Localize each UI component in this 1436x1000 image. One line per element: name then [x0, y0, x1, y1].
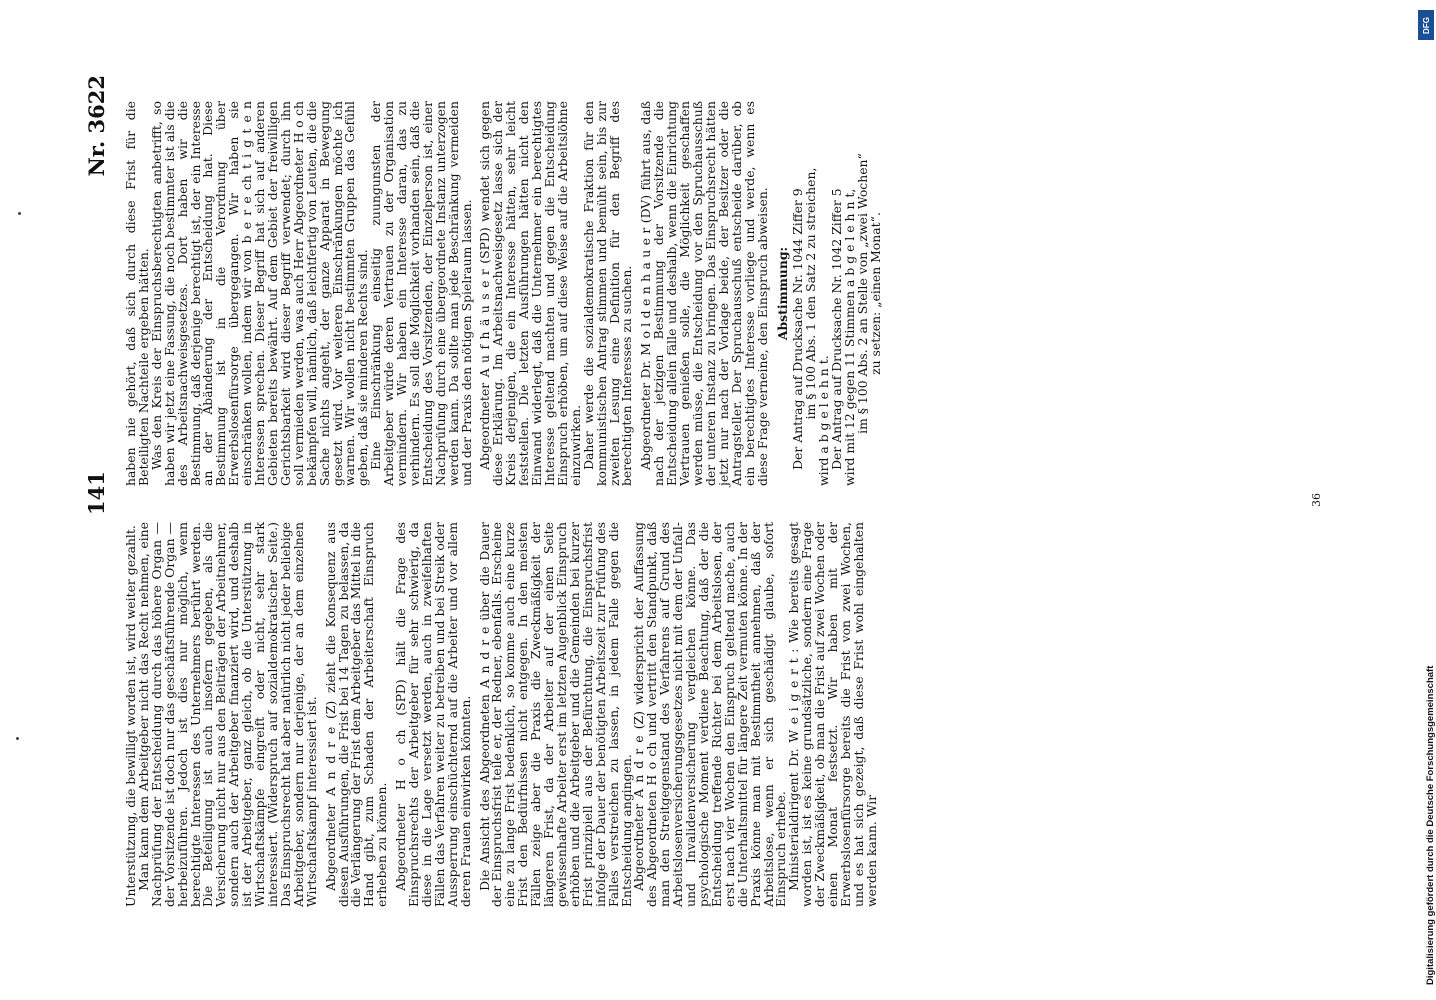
page-header [84, 75, 124, 905]
digitization-credit-strip [1416, 10, 1434, 990]
document-number: Nr. 3622 [84, 75, 109, 177]
vote-motion-2: Der Antrag auf Drucksache Nr. 1042 Ziffer 5 [829, 188, 845, 470]
paragraph: Ministerialdirigent Dr. W e i g e r t : Wie bereits gesagt worden ist, ist es keine grundsätzliche, sondern eine Frage der Zweckmäßigkeit, ob man die Frist auf zwei Wochen oder einen Monat festsetzt. Wir haben mit der Erwerbslosenfürsorge bereits die Frist von zwei Wochen, und es hat sich gezeigt, daß diese Frist wohl eingehalten werden kann. Wir [786, 522, 879, 907]
paragraph: Daher werde die sozialdemokratische Fraktion für den kommunistischen Antrag stimmen und bemüht sein, bis zur zweiten Lesung eine Definition für den Begriff des berechtigten Interesses zu suchen. [580, 101, 635, 486]
paragraph: Abgeordneter A u f h ä u s e r (SPD) wendet sich gegen diese Erklärung. Im Arbeitsnachweisgesetz lasse sich der Kreis derjenigen, die ein Interesse hätten, sehr leicht feststellen. Die letzten Ausführungen hätten nicht den Einwand widerlegt, daß die Unternehmer ein berechtigtes Interesse geltend machten und gegen die Entscheidung Einspruch erhöben, um auf diese Weise auf die Arbeitslöhne einzuwirken. [477, 101, 583, 486]
left-text-column [125, 522, 1315, 907]
paragraph: Die Ansicht des Abgeordneten A n d r e über die Dauer der Einspruchsfrist teile er, der Redner, ebenfalls. Erscheine eine zu lange Frist bedenklich, so komme auch eine kurze Frist den Bedürfnissen nicht entgegen. In den meisten Fällen zeige aber die Praxis die Zweckmäßigkeit der längeren Frist, da der Arbeiter auf der einen Seite gewissenhafte Arbeiter erst im letzten Augenblick Einspruch erhöben und die Arbeitgeber und die Gemeinden bei kurzer Frist prinzipiell aus der Befürchtung, die Einspruchsfrist infolge der Dauer der benötigten Arbeitszeit zur Prüfung des Falles verstreichen zu lassen, in jedem Falle gegen die Entscheidung angingen. [476, 522, 634, 907]
vote-heading: Abstimmung: [775, 246, 791, 341]
paragraph: Unterstützung, die bewilligt worden ist, wird weiter gezahlt. [123, 525, 138, 907]
speck-mark [18, 212, 21, 215]
paragraph: Was den Kreis der Einspruchsberechtigten anbetrifft, so haben wir jetzt eine Fassung, die noch bestimmter ist als die des Arbeitsnachweisgesetzes. Dort haben wir die Bestimmung, daß derjenige berechtigt ist, der ein Interesse an der Abänderung der Entscheidung hat. Diese Bestimmung ist in die Verordnung über Erwerbslosenfürsorge übergegangen. Wir haben sie einschränken wollen, indem wir von b e r e ch t i g t e n Interessen sprechen. Dieser Begriff hat sich auf anderen Gebieten bereits bewährt. Auf dem Gebiet der freiwilligen Gerichtsbarkeit wird dieser Begriff verwendet; durch ihn soll vermieden werden, was auch Herr Abgeordneter H o ch bekämpfen will, nämlich, daß leichtfertig von Leuten, die die Sache nichts angeht, der ganze Apparat in Bewegung gesetzt wird. Vor weiteren Einschränkungen möchte ich warnen. Wir wollen nicht bestimmten Gruppen das Gefühl geben, daß sie minderen Rechts sind. [148, 101, 371, 486]
vote-motion-2-text: im § 100 Abs. 2 an Stelle von „zwei Wochen“ [854, 153, 870, 434]
vote-result-1: wird a b g e l e h n t. [816, 355, 832, 486]
page-number: 141 [84, 471, 109, 515]
vote-result-2: wird mit 12 gegen 11 Stimmen a b g e l e h n t, [841, 188, 857, 486]
digitization-credit: Digitalisierung gefördert durch die Deutsche Forschungsgemeinschaft [1425, 665, 1436, 985]
paragraph: Abgeordneter Dr. M o l d e n h a u e r (DV) führt aus, daß nach der jetzigen Bestimmung der Vorsitzende die Entscheidung allein fälle und deshalb, wenn die Einrichtung Vertrauen genießen solle, die Möglichkeit geschaffen werden müsse, die Entscheidung vor den Spruchausschuß der unteren Instanz zu bringen. Das Einspruchsrecht hätten jetzt nur nach der Vorlage beide, der Besitzer oder die Antragsteller. Der Spruchausschuß entscheide darüber, ob ein berechtigtes Interesse vorliege und werde, wenn es diese Frage verneine, den Einspruch abweisen. [638, 101, 770, 486]
vote-motion-1: Der Antrag auf Drucksache Nr. 1044 Ziffer 9 [790, 188, 806, 470]
paragraph: Eine Einschränkung einseitig zuungunsten der Arbeitgeber würde deren Vertrauen zu der Organisation vermindern. Wir haben ein Interesse daran, das zu verhindern. Es soll die Möglichkeit vorhanden sein, daß die Entscheidung des Vorsitzenden, der Einzelperson ist, einer Nachprüfung durch eine übergeordnete Instanz unterzogen werden kann. Da sollte man jede Beschränkung vermeiden und der Praxis den nötigen Spielraum lassen. [368, 101, 474, 486]
sheet-number: 36 [1310, 493, 1323, 507]
paragraph: Abgeordneter H o ch (SPD) hält die Frage des Einspruchsrechts der Arbeitgeber für sehr schwierig, da diese in die Lage versetzt werden, auch in zweifelhaften Fällen das Verfahren weiter zu betreiben und bei Streik oder Aussperrung einschüchternd auf die Arbeiter und vor allem deren Frauen einwirken könnten. [393, 522, 473, 907]
paragraph: haben nie gehört, daß sich durch diese Frist für die Beteiligten Nachteile ergeben hätten. [123, 101, 151, 486]
dfg-logo [1418, 10, 1434, 40]
right-text-column [125, 101, 1315, 486]
paragraph: Abgeordneter A n d r e (Z) widerspricht der Auffassung des Abgeordneten H o ch und vertritt den Standpunkt, daß man den Streitgegenstand des Verfahrens auf Grund des Arbeitslosenversicherungsgesetzes nicht mit dem der Unfall- und Invalidenversicherung vergleichen könne. Das psychologische Moment verdiene Beachtung, daß der die Entscheidung treffende Richter bei dem Arbeitslosen, der erst nach vier Wochen den Einspruch geltend mache, auch die Unterhaltsmittel für längere Zeit vermuten könne. In der Praxis könne man mit Bestimmtheit annehmen, daß der Arbeitslose, wenn er sich geschädigt glaube, sofort Einspruch erhebe. [631, 522, 789, 907]
paragraph: Abgeordneter A n d r e (Z) zieht die Konsequenz aus diesen Ausführungen, die Frist bei 14 Tagen zu belassen, da die Verlängerung der Frist dem Arbeitgeber das Mittel in die Hand gibt, zum Schaden der Arbeiterschaft Einspruch erheben zu können. [322, 522, 390, 907]
dfg-logo-text: DFG [1421, 16, 1431, 34]
speck-mark [16, 737, 19, 740]
vote-motion-2-text-end: zu setzen: „einen Monat“. [867, 212, 883, 375]
paragraph: Man kann dem Arbeitgeber nicht das Recht nehmen, eine Nachprüfung der Entscheidung durch das höhere Organ — der Vorsitzende ist doch nur das geschäftsführende Organ — herbeizuführen. Jedoch ist dies nur möglich, wenn berechtigte Interessen des Unternehmers berührt werden. Die Beteiligung ist auch insofern gegeben, als die Versicherung nicht nur aus den Beiträgen der Arbeitnehmer, sondern auch der Arbeitgeber finanziert wird, und deshalb ist der Arbeitgeber, ganz gleich, ob die Unterstützung in Wirtschaftskämpfe eingreift oder nicht, sehr stark interessiert. (Widerspruch auf sozialdemokratischer Seite.) Das Einspruchsrecht hat aber natürlich nicht jeder beliebige Arbeitgeber, sondern nur derjenige, der an dem einzelnen Wirtschaftskampf interessiert ist. [135, 522, 319, 907]
vote-motion-1-text: im § 100 Abs. 1 den Satz 2 zu streichen, [803, 167, 819, 420]
